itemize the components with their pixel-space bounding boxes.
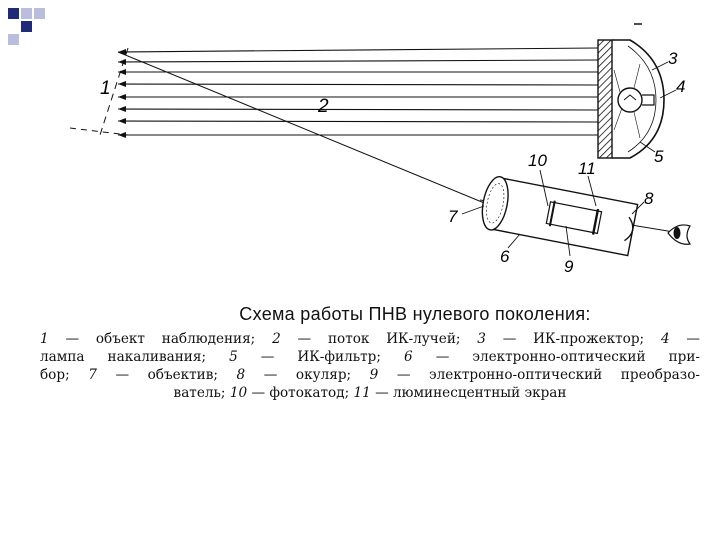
legend-num-5: 5 (229, 349, 238, 365)
caption-title: Схема работы ПНВ нулевого поколения: (239, 304, 591, 324)
legend-text-6b: бор; (40, 367, 89, 383)
label-5: 5 (654, 147, 664, 166)
legend-num-6: 6 (403, 349, 413, 365)
legend-text-6: — электронно-оптический при- (412, 349, 700, 365)
lamp-socket (642, 95, 654, 105)
leader-7 (462, 206, 484, 214)
leader-6 (508, 234, 520, 248)
legend-text-11: — люминесцентный экран (370, 385, 567, 401)
legend-text-1: — объект наблюдения; (48, 331, 273, 347)
electro-optical-device (478, 175, 638, 257)
legend-num-7: 7 (88, 367, 97, 383)
legend-num-4: 4 (660, 331, 670, 347)
reflected-ray (118, 52, 545, 228)
label-7: 7 (448, 207, 458, 226)
label-9: 9 (564, 257, 574, 276)
legend-text-7: — объектив; (96, 367, 237, 383)
legend (40, 330, 700, 402)
ray-arrowheads (118, 49, 126, 138)
legend-num-10: 10 (229, 385, 248, 401)
legend-num-8: 8 (236, 367, 246, 383)
leader-4 (660, 90, 676, 98)
eye (668, 225, 690, 244)
label-11: 11 (578, 159, 596, 178)
label-4: 4 (676, 77, 686, 96)
label-2: 2 (318, 96, 329, 117)
legend-text-4b: лампа накаливания; (40, 349, 230, 365)
label-10: 10 (528, 151, 547, 170)
legend-num-11: 11 (353, 385, 371, 401)
ir-ray-bundle (118, 48, 598, 135)
legend-text-3: — ИК-прожектор; (485, 331, 661, 347)
legend-text-9: — электронно-оптический преобразо- (378, 367, 700, 383)
label-1: 1 (100, 78, 111, 99)
legend-line-2 (40, 348, 700, 366)
legend-text-8: — окуляр; (245, 367, 370, 383)
label-6: 6 (500, 247, 510, 266)
legend-line-4 (40, 384, 700, 402)
legend-text-5: — ИК-фильтр; (237, 349, 404, 365)
legend-line-3 (40, 366, 700, 384)
legend-num-2: 2 (272, 331, 281, 347)
legend-num-3: 3 (477, 331, 486, 347)
legend-line-1 (40, 330, 700, 348)
legend-text-2: — поток ИК-лучей; (280, 331, 478, 347)
legend-text-9b: ватель; (173, 385, 230, 401)
label-8: 8 (644, 189, 654, 208)
legend-num-1: 1 (40, 331, 49, 347)
legend-text-4: — (669, 331, 700, 347)
label-3: 3 (668, 49, 678, 68)
legend-num-9: 9 (369, 367, 379, 383)
legend-text-10: — фотокатод; (247, 385, 354, 401)
ir-filter (598, 40, 612, 158)
object-base-dashed-line (70, 128, 128, 135)
